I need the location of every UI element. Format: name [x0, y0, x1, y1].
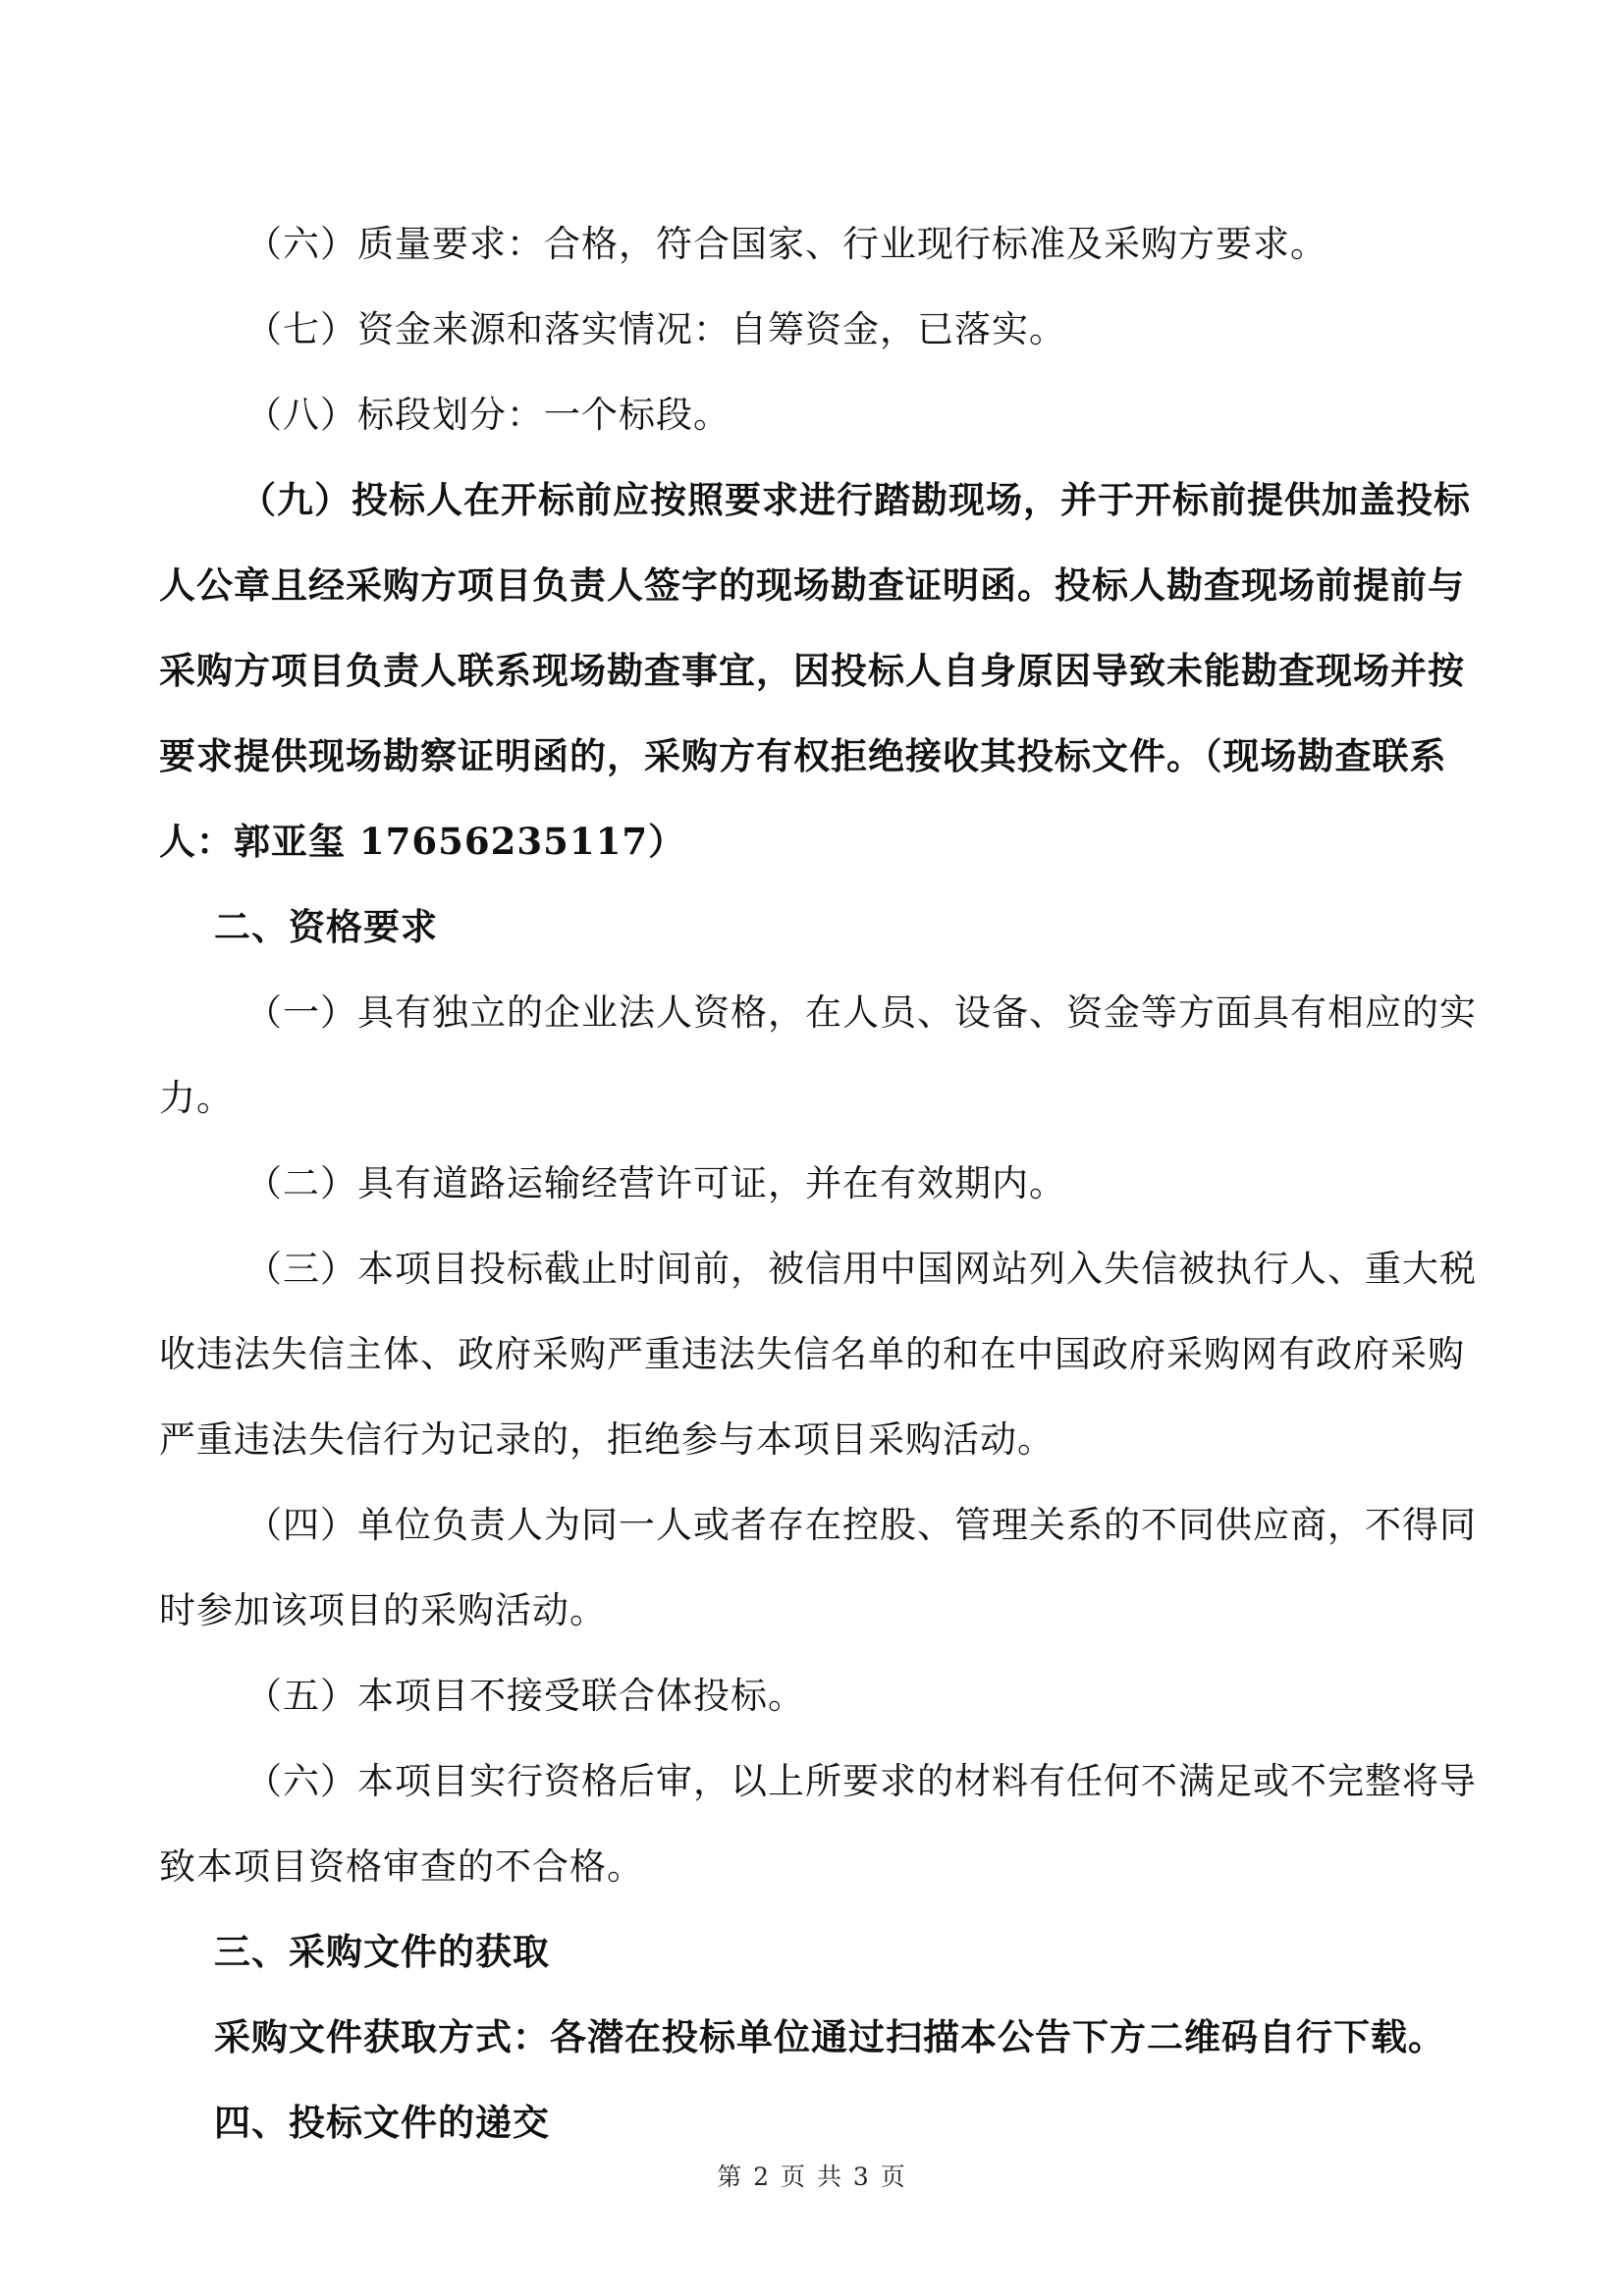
paragraph-site-visit: （九）投标人在开标前应按照要求进行踏勘现场，并于开标前提供加盖投标人公章且经采购方项目负责人签字的现场勘查证明函。投标人勘查现场前提前与采购方项目负责人联系现场勘查事宜，因投标人自身原因导致未能勘查现场并按要求提供现场勘察证明函的，采购方有权拒绝接收其投标文件。（现场勘查联系人：郭亚玺 17656235117） — [159, 478, 1471, 863]
paragraph-acquisition-method: 采购文件获取方式：各潜在投标单位通过扫描本公告下方二维码自行下载。 — [214, 2015, 1445, 2058]
qualification-item-3: （三）本项目投标截止时间前，被信用中国网站列入失信被执行人、重大税收违法失信主体、政府采购严重违法失信名单的和在中国政府采购网有政府采购严重违法失信行为记录的，拒绝参与本项目采购活动。 — [159, 1248, 1477, 1461]
section-heading-submission: 四、投标文件的递交 — [214, 2101, 550, 2144]
page-number-footer: 第 2 页 共 3 页 — [717, 2163, 907, 2191]
paragraph-quality-requirement: （六）质量要求：合格，符合国家、行业现行标准及采购方要求。 — [245, 223, 1327, 265]
paragraph-funding-source: （七）资金来源和落实情况：自筹资金，已落实。 — [245, 308, 1066, 350]
section-heading-documents: 三、采购文件的获取 — [214, 1930, 550, 1973]
document-body — [159, 201, 1489, 2165]
qualification-item-4: （四）单位负责人为同一人或者存在控股、管理关系的不同供应商，不得同时参加该项目的采购活动。 — [159, 1504, 1477, 1631]
qualification-item-5: （五）本项目不接受联合体投标。 — [245, 1675, 805, 1717]
section-heading-qualification: 二、资格要求 — [214, 905, 438, 948]
qualification-item-1: （一）具有独立的企业法人资格，在人员、设备、资金等方面具有相应的实力。 — [159, 991, 1477, 1119]
paragraph-lot-division: （八）标段划分：一个标段。 — [245, 394, 731, 436]
qualification-item-6: （六）本项目实行资格后审，以上所要求的材料有任何不满足或不完整将导致本项目资格审查的不合格。 — [159, 1760, 1477, 1888]
qualification-item-2: （二）具有道路运输经营许可证，并在有效期内。 — [245, 1162, 1066, 1204]
